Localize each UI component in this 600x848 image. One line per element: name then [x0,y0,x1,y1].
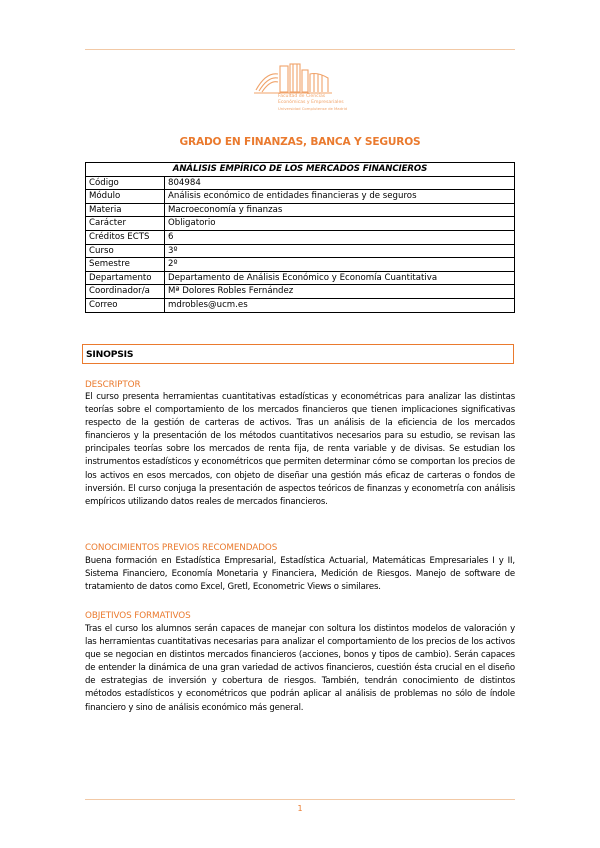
table-row [86,285,515,299]
row-value[interactable]: mdrobles@ucm.es [165,298,515,312]
row-label: Materia [86,203,165,217]
course-name: ANÁLISIS EMPÍRICO DE LOS MERCADOS FINANCIEROS [86,163,515,177]
table-row [86,271,515,285]
logo-faculty-line: Económicas y Empresariales [278,100,344,105]
table-row [86,298,515,312]
row-label: Semestre [86,258,165,272]
table-row [86,190,515,204]
previous-knowledge-text: Buena formación en Estadística Empresarial, Estadística Actuarial, Matemáticas Empresariales I y II, Sistema Financiero, Economía Monetaria y Financiera, Medición de Riesgos. Manejo de software de tratamiento de datos como Excel, Gretl, Econometric Views o similares. [85,556,515,593]
row-label: Curso [86,244,165,258]
row-value: Análisis económico de entidades financieras y de seguros [165,190,515,204]
degree-title: GRADO EN FINANZAS, BANCA Y SEGUROS [179,136,421,148]
logo-faculty-line: Facultad de Ciencias [278,94,326,99]
table-row [86,230,515,244]
table-row [86,258,515,272]
course-info-table [85,162,515,313]
previous-knowledge-heading: CONOCIMIENTOS PREVIOS RECOMENDADOS [85,543,278,553]
objectives-heading: OBJETIVOS FORMATIVOS [85,611,191,621]
row-label: Correo [86,298,165,312]
table-row [86,217,515,231]
row-value: Mª Dolores Robles Fernández [165,285,515,299]
row-value: Departamento de Análisis Económico y Economía Cuantitativa [165,271,515,285]
sinopsis-section-header [82,344,514,364]
table-header-row [86,163,515,177]
row-value: 6 [165,230,515,244]
logo-university-line: Universidad Complutense de Madrid [278,106,348,111]
objectives-text: Tras el curso los alumnos serán capaces de manejar con soltura los distintos modelos de valoración y las herramientas cuantitativas necesarias para analizar el comportamiento de los precios de los activos que se negocian en distintos mercados financieros (acciones, bonos y tipos de cambio). Serán capaces de entender la dinámica de una gran variedad de activos financieros, cuestión ésta crucial en el diseño de estrategias de inversión y cobertura de riesgos. También, tendrán conocimiento de distintos métodos estadísticos y econométricos que podrán aplicar al análisis de problemas no sólo de índole financiero y sino de análisis económico más general. [85,624,515,713]
table-row [86,176,515,190]
footer-rule [85,799,515,800]
row-label: Departamento [86,271,165,285]
row-value: 804984 [165,176,515,190]
row-label: Carácter [86,217,165,231]
descriptor-text: El curso presenta herramientas cuantitativas estadísticas y econométricas para analizar las distintas teorías sobre el comportamiento de los mercados financieros que tienen implicaciones significativas respecto de la gestión de carteras de activos. Tras un análisis de la eficiencia de los mercados financieros y la presentación de los métodos cuantitativos necesarios para su estudio, se revisan las principales teorías sobre los mercados de renta fija, de renta variable y de divisas. Se estudian los instrumentos estadísticos y econométricos que permiten determinar cómo se comportan los precios de los activos en esos mercados, con objeto de diseñar una gestión más eficaz de carteras o fondos de inversión. El curso conjuga la presentación de aspectos teóricos de finanzas y econometría con análisis empíricos utilizando datos reales de mercados financieros. [85,392,515,507]
row-value: Obligatorio [165,217,515,231]
page-number: 1 [297,804,303,813]
row-value: Macroeconomía y finanzas [165,203,515,217]
row-label: Módulo [86,190,165,204]
row-label: Código [86,176,165,190]
header-rule [85,49,515,50]
table-row [86,244,515,258]
sinopsis-label: SINOPSIS [86,349,134,360]
row-label: Créditos ECTS [86,230,165,244]
row-value: 3º [165,244,515,258]
row-value: 2º [165,258,515,272]
descriptor-heading: DESCRIPTOR [85,380,141,390]
table-row [86,203,515,217]
row-label: Coordinador/a [86,285,165,299]
